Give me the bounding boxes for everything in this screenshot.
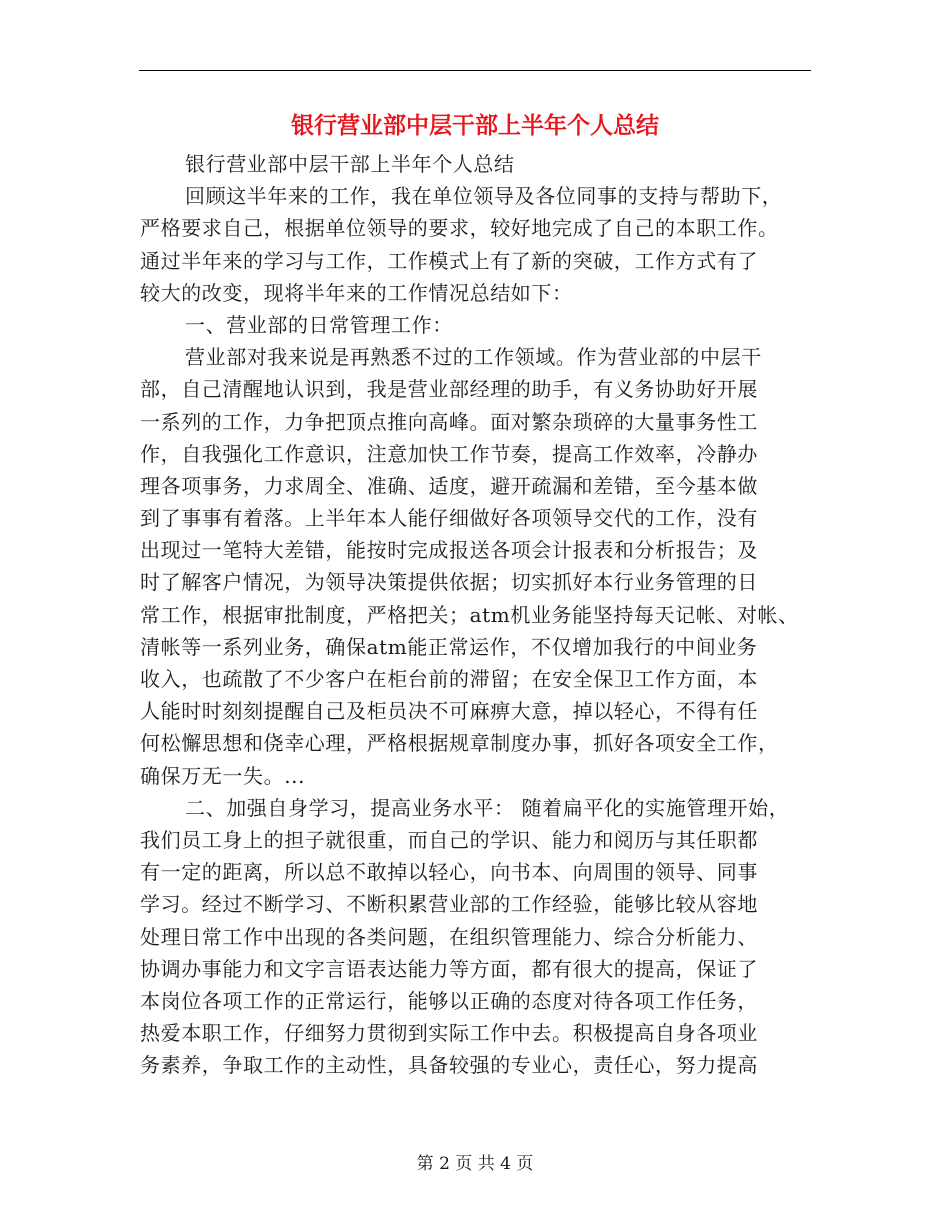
- body-line: 到了事事有着落。上半年本人能仔细做好各项领导交代的工作，没有: [140, 506, 758, 531]
- body-line: 通过半年来的学习与工作，工作模式上有了新的突破，工作方式有了: [140, 248, 758, 273]
- section-heading-2: 二、加强自身学习，提高业务水平： 随着扁平化的实施管理开始，: [185, 795, 790, 820]
- body-line: 协调办事能力和文字言语表达能力等方面，都有很大的提高，保证了: [140, 956, 758, 981]
- body-line-subtitle: 银行营业部中层干部上半年个人总结: [185, 152, 515, 176]
- body-line: 务素养，争取工作的主动性，具备较强的专业心，责任心，努力提高: [140, 1053, 758, 1078]
- body-line: 确保万无一失。...: [140, 763, 306, 788]
- body-line: 一系列的工作，力争把顶点推向高峰。面对繁杂琐碎的大量事务性工: [140, 409, 758, 434]
- document-title: 银行营业部中层干部上半年个人总结: [291, 112, 659, 139]
- body-line: 部，自己清醒地认识到，我是营业部经理的助手，有义务协助好开展: [140, 377, 758, 402]
- body-line: 回顾这半年来的工作，我在单位领导及各位同事的支持与帮助下，: [185, 184, 783, 209]
- body-line: 较大的改变，现将半年来的工作情况总结如下：: [140, 280, 573, 305]
- body-line: 热爱本职工作，仔细努力贯彻到实际工作中去。积极提高自身各项业: [140, 1021, 758, 1046]
- body-line: 理各项事务，力求周全、准确、适度，避开疏漏和差错，至今基本做: [140, 473, 758, 498]
- body-line: 何松懈思想和侥幸心理，严格根据规章制度办事，抓好各项安全工作，: [140, 731, 779, 756]
- body-line: 收入，也疏散了不少客户在柜台前的滞留；在安全保卫工作方面，本: [140, 667, 758, 691]
- document-body: [140, 148, 830, 1081]
- body-line: 常工作，根据审批制度，严格把关；atm机业务能坚持每天记帐、对帐、: [140, 602, 799, 627]
- body-line: 作，自我强化工作意识，注意加快工作节奏，提高工作效率，冷静办: [140, 441, 758, 466]
- body-line: 清帐等一系列业务，确保atm能正常运作，不仅增加我行的中间业务: [140, 634, 758, 659]
- body-line: 出现过一笔特大差错，能按时完成报送各项会计报表和分析报告；及: [140, 538, 758, 563]
- body-line: 营业部对我来说是再熟悉不过的工作领域。作为营业部的中层干: [185, 345, 762, 370]
- body-line: 严格要求自己，根据单位领导的要求，较好地完成了自己的本职工作。: [140, 216, 779, 241]
- section-heading-1: 一、营业部的日常管理工作：: [185, 312, 453, 337]
- body-line: 处理日常工作中出现的各类问题，在组织管理能力、综合分析能力、: [140, 924, 758, 949]
- body-line: 我们员工身上的担子就很重，而自己的学识、能力和阅历与其任职都: [140, 827, 758, 852]
- body-line: 时了解客户情况，为领导决策提供依据；切实抓好本行业务管理的日: [140, 570, 758, 595]
- body-line: 有一定的距离，所以总不敢掉以轻心，向书本、向周围的领导、同事: [140, 860, 758, 885]
- body-line: 人能时时刻刻提醒自己及柜员决不可麻痹大意，掉以轻心，不得有任: [140, 699, 758, 724]
- header-rule: [139, 70, 811, 71]
- body-line: 学习。经过不断学习、不断积累营业部的工作经验，能够比较从容地: [140, 892, 758, 917]
- page-footer: 第 2 页 共 4 页: [416, 1154, 534, 1174]
- body-line: 本岗位各项工作的正常运行，能够以正确的态度对待各项工作任务，: [140, 988, 758, 1013]
